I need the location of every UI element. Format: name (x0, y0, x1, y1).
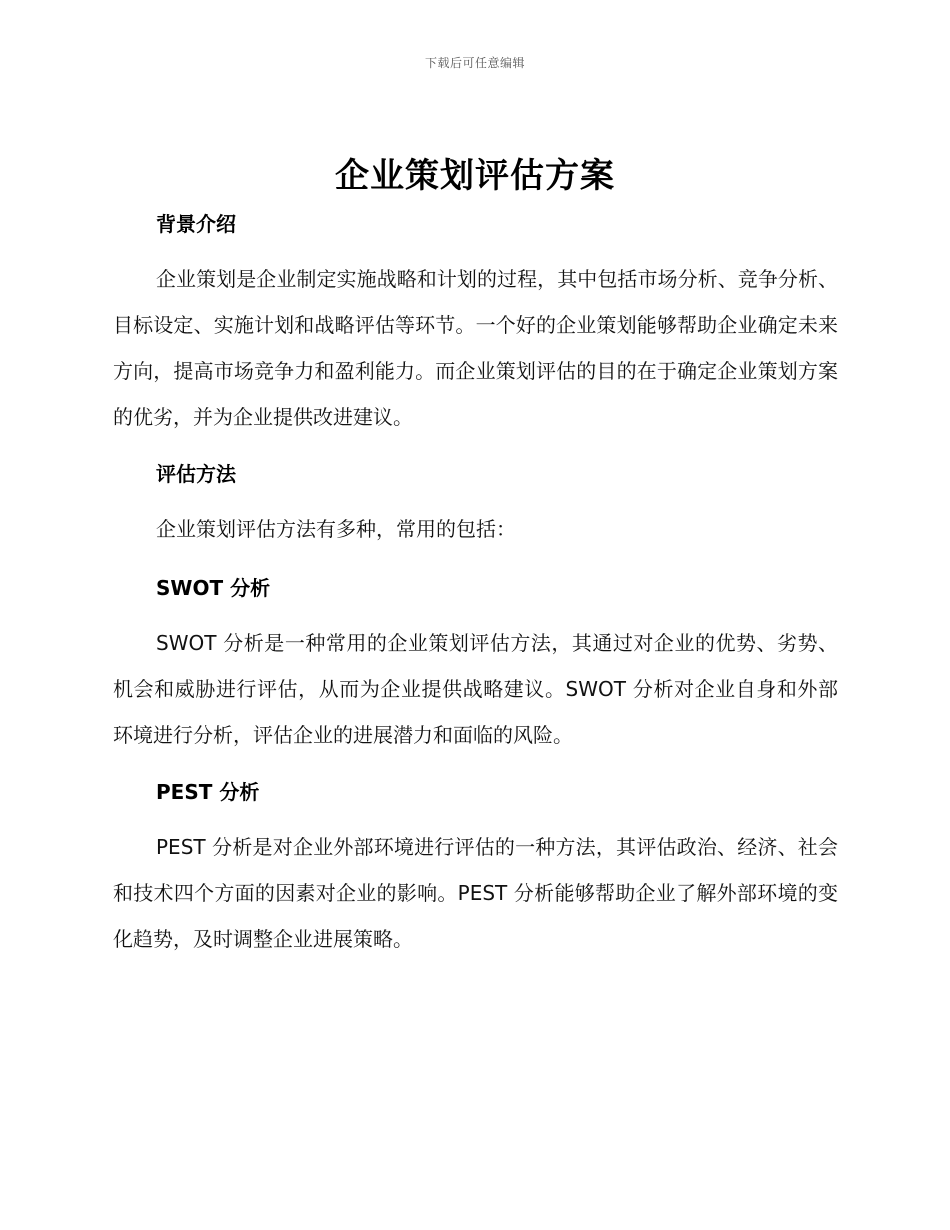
section-paragraph-pest: PEST 分析是对企业外部环境进行评估的一种方法，其评估政治、经济、社会和技术四个方面的因素对企业的影响。PEST 分析能够帮助企业了解外部环境的变化趋势，及时调整企业进展策略。 (113, 835, 838, 951)
section-heading-pest: PEST 分析 (156, 780, 260, 804)
section-paragraph-evaluation-method: 企业策划评估方法有多种，常用的包括： (156, 517, 516, 541)
section-paragraph-swot: SWOT 分析是一种常用的企业策划评估方法，其通过对企业的优势、劣势、机会和威胁进行评估，从而为企业提供战略建议。SWOT 分析对企业自身和外部环境进行分析，评估企业的进展潜力和面临的风险。 (113, 631, 838, 747)
section-paragraph-background: 企业策划是企业制定实施战略和计划的过程，其中包括市场分析、竞争分析、目标设定、实施计划和战略评估等环节。一个好的企业策划能够帮助企业确定未来方向，提高市场竞争力和盈利能力。而企业策划评估的目的在于确定企业策划方案的优劣，并为企业提供改进建议。 (113, 267, 838, 429)
section-heading-swot: SWOT 分析 (156, 576, 271, 600)
page-header-note: 下载后可任意编辑 (424, 56, 525, 70)
section-heading-background: 背景介绍 (156, 212, 236, 236)
section-heading-evaluation-method: 评估方法 (156, 462, 236, 486)
document-title: 企业策划评估方案 (335, 156, 615, 196)
